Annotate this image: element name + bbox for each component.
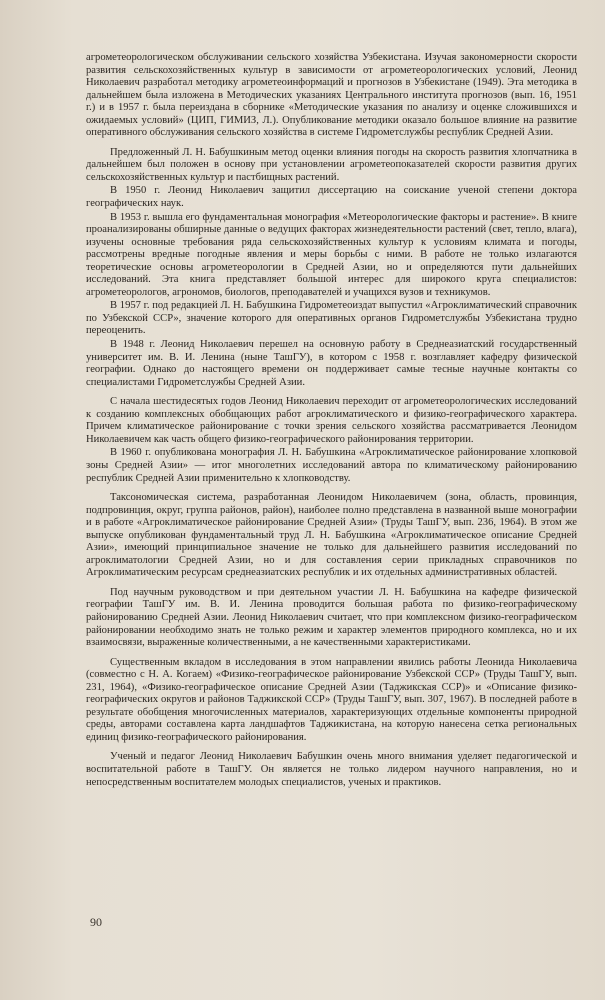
paragraph-10: Под научным руководством и при деятельном участии Л. Н. Бабушкина на кафедре физической географии ТашГУ им. В. И. Ленина проводится большая работа по физико-географическому районированию Средней Азии. Леонид Николаевич считает, что при комплексном физико-географическом районировании необходимо знать не только режим и характер элементов природного комплекса, но и их взаимосвязи, выраженные количественными, а не качественными характеристиками. [86,586,577,649]
paragraph-11: Существенным вкладом в исследования в этом направлении явились работы Леонида Николаевича (совместно с Н. А. Когаем) «Физико-географическое районирование Узбекской ССР» (Труды ТашГУ, вып. 231, 1964), «Физико-географическое описание Средней Азии (Таджикская ССР)» и «Описание физико-географических округов и районов Таджикской ССР» (Труды ТашГУ, вып. 307, 1967). В последней работе в результате обобщения многочисленных материалов, характеризующих отдельные компоненты природной среды, авторами составлена карта ландшафтов Таджикистана, на которую нанесена сетка региональных единиц физико-географического районирования. [86,656,577,743]
paragraph-12: Ученый и педагог Леонид Николаевич Бабушкин очень много внимания уделяет педагогической и воспитательной работе в ТашГУ. Он является не только лидером научного направления, но и непосредственным воспитателем молодых специалистов, ученых и практиков. [86,751,577,788]
page-number: 90 [90,915,102,929]
paragraph-5: В 1957 г. под редакцией Л. Н. Бабушкина Гидрометеоиздат выпустил «Агроклиматический справочник по Узбекской ССР», значение которого для оперативных органов Гидрометслужбы Узбекистана трудно переоценить. [86,300,577,337]
paragraph-8: В 1960 г. опубликована монография Л. Н. Бабушкина «Агроклиматическое районирование хлопковой зоны Средней Азии» — итог многолетних исследований автора по климатическому районированию республик Средней Азии применительно к хлопководству. [86,447,577,484]
paragraph-4: В 1953 г. вышла его фундаментальная монография «Метеорологические факторы и растение». В книге проанализированы обширные данные о ведущих факторах жизнедеятельности растений (свет, тепло, влага), изучены основные требования ряда сельскохозяйственных культур к условиям климата и погоды, рассмотрены вредные погодные явления и меры борьбы с ними. В работе не только излагаются теоретические основы агрометеорологии в Средней Азии, но и определяются пути дальнейших исследований. Эта книга представляет большой интерес для широкого круга специалистов: агрометеорологов, агрономов, биологов, преподавателей и учащихся вузов и техникумов. [86,211,577,298]
paragraph-9: Таксономическая система, разработанная Леонидом Николаевичем (зона, область, провинция, подпровинция, округ, группа районов, район), наиболее полно представлена в названной выше монографии и в работе «Агроклиматическое районирование Средней Азии» (Труды ТашГУ, вып. 236, 1964). В этом же выпуске опубликован фундаментальный труд Л. Н. Бабушкина «Агроклиматическое описание Средней Азии», имеющий принципиальное значение не только для дальнейшего развития исследований по агроклиматологии Средней Азии, но и для составления серии прикладных справочников по Агроклиматическим ресурсам среднеазиатских республик и их отдельных административных областей. [86,492,577,579]
page-text [86,52,577,789]
paragraph-2: Предложенный Л. Н. Бабушкиным метод оценки влияния погоды на скорость развития хлопчатника в дальнейшем был положен в основу при установлении агрометеопоказателей скорости развития других сельскохозяйственных культур и пастбищных растений. [86,146,577,183]
paragraph-3: В 1950 г. Леонид Николаевич защитил диссертацию на соискание ученой степени доктора географических наук. [86,185,577,210]
paragraph-6: В 1948 г. Леонид Николаевич перешел на основную работу в Среднеазиатский государственный университет им. В. И. Ленина (ныне ТашГУ), в котором с 1958 г. возглавляет кафедру физической географии. Однако до настоящего времени он поддерживает самые тесные научные контакты со специалистами Гидрометслужбы Средней Азии. [86,339,577,388]
paragraph-1: агрометеорологическом обслуживании сельского хозяйства Узбекистана. Изучая закономерности скорости развития сельскохозяйственных культур в зависимости от агрометеорологических условий, Леонид Николаевич разработал методику агрометеоинформаций и прогнозов в Узбекистане (1949). Эта методика в дальнейшем была изложена в Методических указаниях Центрального института прогнозов (вып. 16, 1951 г.) и в 1957 г. была переиздана в сборнике «Методические указания по анализу и оценке сложившихся и ожидаемых условий» (ЦИП, ГИМИЗ, Л.). Опубликование методики оказало большое влияние на развитие оперативного обслуживания сельского хозяйства в системе Гидрометслужбы республик Средней Азии. [86,52,577,139]
paragraph-7: С начала шестидесятых годов Леонид Николаевич переходит от агрометеорологических исследований к созданию комплексных обобщающих работ агроклиматического и физико-географического характера. Причем климатическое районирование с точки зрения сельского хозяйства рассматривается Леонидом Николаевичем как часть общего физико-географического районирования территории. [86,396,577,445]
